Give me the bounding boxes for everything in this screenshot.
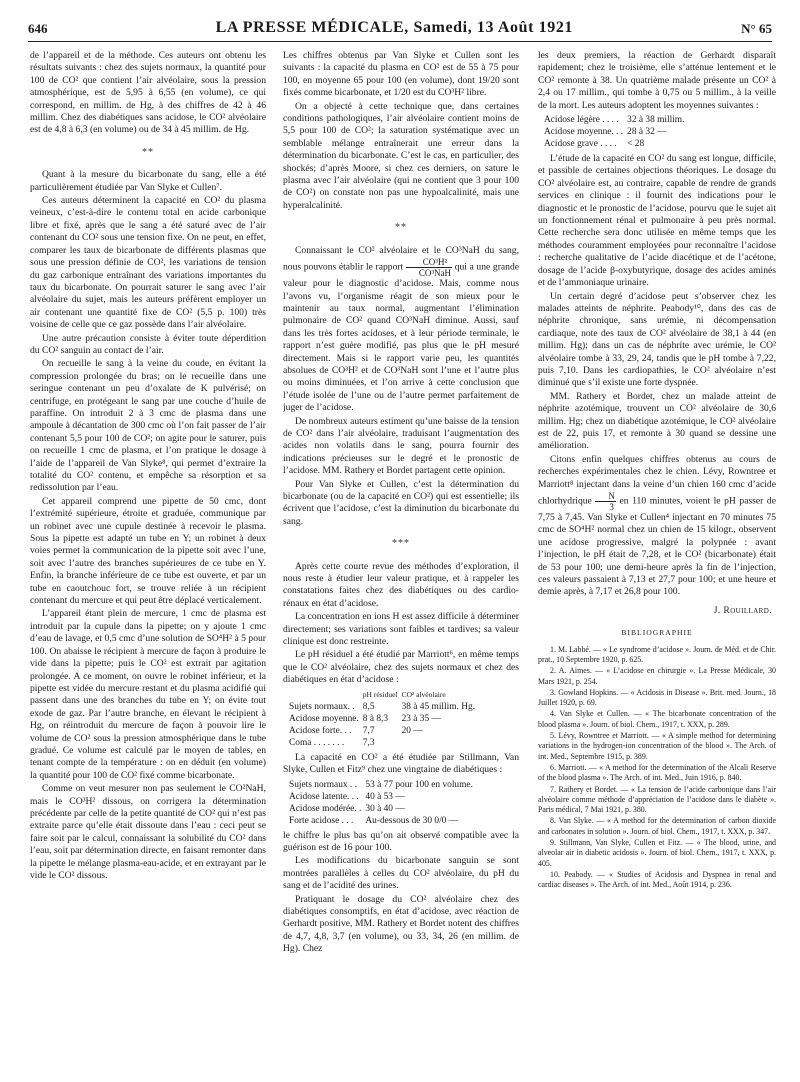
table-row bbox=[544, 126, 688, 138]
paragraph: Après cette courte revue des méthodes d’exploration, il nous reste à étudier leur valeur pratique, et à rappeler les constatations faites chez des diabétiques ou des cardio-rénaux en état d’acidose. bbox=[283, 560, 519, 609]
bibliography-entry: 6. Marriott. — « A method for the determination of the Alcali Reserve of the blood plasma ». The Arch. of int. Med., Juin 1916, p. 840. bbox=[538, 762, 776, 783]
column-3 bbox=[538, 50, 776, 1076]
table-row bbox=[544, 114, 688, 126]
paragraph: De nombreux auteurs estiment qu’une baisse de la tension de CO² dans l’air alvéolaire, traduisant l’augmentation des acides non volatils dans le sang, pourra fournir des indications précieuses sur le degré et le pronostic de l’acidose. MM. Rathery et Bordet partagent cette opinion. bbox=[283, 415, 519, 477]
table-cell: 40 à 53 — bbox=[365, 791, 405, 802]
paragraph: MM. Rathery et Bordet, chez un malade atteint de néphrite azotémique, trouvent un CO² alvéolaire de 30,6 millim. Hg; chez un diabétique azotémique, le CO² alvéolaire est de 22, puis 17, et remonte à 30 quand se dessine une amélioration. bbox=[538, 390, 776, 452]
ratio-fraction bbox=[406, 257, 452, 278]
bibliography-entry: 7. Rathery et Bordet. — « La tension de l’acide carbonique dans l’air alvéolaire comme méthode d’appréciation de l’acidose dans le diabète ». Paris médical, 7 Mai 1921, p. 380. bbox=[538, 784, 776, 815]
paragraph: La capacité en CO² a été étudiée par Stillmann, Van Slyke, Cullen et Fitz⁹ chez une vingtaine de diabétiques : bbox=[283, 751, 519, 776]
fraction-numerator: N bbox=[595, 491, 616, 502]
column-1 bbox=[30, 50, 266, 1076]
table-row bbox=[289, 779, 477, 791]
journal-title: LA PRESSE MÉDICALE, Samedi, 13 Août 1921 bbox=[215, 19, 574, 36]
table-cell: 32 à 38 millim. bbox=[627, 115, 685, 126]
table-cell: 20 — bbox=[401, 725, 423, 736]
table-cell: Acidose légère . . . . bbox=[544, 115, 619, 126]
paragraph-text: en 110 minutes, voient le pH passer de 7,75 à 7,45. Van Slyke et Cullen⁴ injectant en 70 minutes 75 cmc de SO⁴H² normal chez un chien de 15 kilogr., observent une acidose progressive, malgré la polypnée : avant l’injection, le pH était de 7,28, et le CO² (bicarbonate) était de 53 pour 100; une demi-heure après la fin de l’injection, ces valeurs passaient à 7,13 et 27,7 pour 100; et une heure et demie après, à 7,17 et 26,8 pour 100. bbox=[538, 495, 776, 598]
table-row bbox=[289, 791, 477, 803]
bibliography-entry: 10. Peabody. — « Studies of Acidosis and Dyspnea in renal and cardiac diseases ». The Arch. of int. Med., Août 1914, p. 236. bbox=[538, 869, 776, 890]
table-row bbox=[289, 815, 477, 827]
paragraph: L’appareil étant plein de mercure, 1 cmc de plasma est introduit par la cupule dans la pipette; on y ajoute 1 cmc d’eau de lavage, et 0,5 cmc d’une solution de SO⁴H² à 5 pour 100. On abaisse le récipient à mercure de façon à produire le vide dans la pipette; puis le CO² est extrait par agitation prolongée. A ce moment, on ouvre le robinet inférieur, et la pipette est vidée du mercure restant et du plasma acidifié qui passent dans une des branches du tube en Y; on évite tout exode de gaz. Par l’autre branche, en élevant le récipient à Hg, on réintroduit du mercure de façon à pouvoir lire le volume de CO² sous la pression atmosphérique dans le tube gradué. Ce volume est calculé par le moyen de tables, en tenant compte de la température : on en déduit (en volume) la quantité pour 100 de CO² fixé comme bicarbonate. bbox=[30, 608, 266, 781]
table-header-cell bbox=[289, 689, 363, 701]
bibliography-entry: 5. Lévy, Rowntree et Marriott. — « A simple method for determining variations in the hydrogen-ion concentration of the blood ». The Arch. of int. Med., Septembre 1915, p. 389. bbox=[538, 731, 776, 761]
table-row bbox=[544, 138, 688, 150]
table-cell: Sujets normaux . . bbox=[289, 779, 357, 790]
paragraph: Un certain degré d’acidose peut s’observer chez les malades atteints de néphrite. Peabody¹⁰, dans des cas de néphrite chronique, sans urémie, ni décompensation cardiaque, note des taux de CO² alvéolaire de 38,1 à 44 (en millim. Hg); dans un cas de néphrite avec urémie, le CO² alvéolaire tombe à 33, 29, 24, tandis que le pH tombe à 7,22, puis 7,10. Dans les cardiopathies, le CO² alvéolaire n’est diminué que s’il existe une forte dyspnée. bbox=[538, 290, 776, 389]
paragraph: Les chiffres obtenus par Van Slyke et Cullen sont les suivants : la capacité du plasma en CO² est de 55 à 75 pour 100, en moyenne 65 pour 100 (en volume), dont 19/20 sont fixés comme bicarbonate, et 1/20 est du CO³H² libre. bbox=[283, 50, 519, 99]
page-header bbox=[28, 12, 772, 42]
paragraph: On recueille le sang à la veine du coude, en évitant la compression prolongée du bras; on le recueille dans une seringue contenant un peu d’oxalate de K pulvérisé; on centrifuge, en protégeant le sang par une couche d’huile de paraffine. On introduit 2 à 3 cmc de plasma dans une ampoule à décantation de 300 cmc où l’on fait passer de l’air contenant 5,5 pour 100 de CO²; on agite pour le saturer, puis on recueille 1 cmc de plasma, et l’on pratique le dosage à l’aide de l’appareil de Van Slyke⁸, qui permet d’extraire la totalité du CO² contenu, et empêche sa résorption et sa redissolution par l’eau. bbox=[30, 358, 266, 494]
table-cell: Forte acidose . . . bbox=[289, 815, 354, 826]
paragraph: Le pH résiduel a été étudié par Marriott⁶, en même temps que le CO² alvéolaire, chez des sujets normaux et chez des diabétiques en état d’acidose : bbox=[283, 649, 519, 686]
table-cell: Acidose modérée. . bbox=[289, 803, 362, 814]
paragraph: Ces auteurs déterminent la capacité en CO² du plasma veineux, c’est-à-dire le contenu total en acide carbonique libre et fixé, après que le sang a été saturé avec de l’air contenant du CO² sous une tension fixe. On ne peut, en effet, comparer les taux de bicarbonate de différents plasmas que sous une pression définie de CO², les variations de tension du gaz carbonique entraînant des variations importantes du taux du bicarbonate. On pourrait saturer le sang avec l’air alvéolaire du sujet, mais les auteurs préfèrent employer un air contenant une quantité fixe de CO² (5,5 p. 100) très voisine de celle que ce gaz possède dans l’air alvéolaire. bbox=[30, 195, 266, 331]
issue-number: N° 65 bbox=[741, 21, 772, 36]
ratio-follow-text: qui a une grande valeur pour le diagnostic d’acidose. Mais, comme nous l’avons vu, l’organisme réagit de son mieux pour le maintenir au taux normal, augmentant l’élimination pulmonaire de CO² quand CO³NaH diminue. Aussi, sauf dans les très fortes acidoses, et à leur période terminale, le rapport n’est guère modifié, pas plus que le pH mesuré directement. Mais si le rapport varie peu, les quantités absolues de CO³H² et de CO³NaH sont l’une et l’autre plus ou moins diminuées, et l’on arrive à cette conclusion que l’étude isolée de l’une ou de l’autre permet parfaitement de juger de l’acidose. bbox=[283, 261, 519, 414]
table-cell: Sujets normaux. . bbox=[289, 701, 355, 712]
author-signature: J. Rouillard. bbox=[713, 604, 772, 616]
paragraph-text: Citons enfin quelques chiffres obtenus au cours de recherches expérimentales chez le chien. Lévy, Rowntree et Marriott⁸ injectant dans la veine d’un chien 160 cmc d’acide chlorhydrique bbox=[538, 453, 776, 507]
paragraph: le chiffre le plus bas qu’on ait observé compatible avec la guérison est de 16 pour 100. bbox=[283, 829, 519, 853]
normality-fraction bbox=[595, 491, 616, 512]
rathery-bordet-table bbox=[544, 114, 688, 150]
section-separator: ** bbox=[395, 222, 407, 234]
table-row bbox=[289, 737, 479, 749]
section-separator: *** bbox=[392, 538, 410, 550]
table-cell: 28 à 32 — bbox=[627, 127, 667, 138]
table-row bbox=[289, 803, 477, 815]
paragraph: Comme on veut mesurer non pas seulement le CO²NaH, mais le CO³H² dissous, on corrigera la détermination précédente par celle de la petite quantité de CO² qui n’est pas extraite parce qu’elle était dissoute dans l’eau : ceci peut se faire soit par le calcul, connaissant la solubilité du CO² dans l’eau, soit par détermination directe, en faisant remonter dans la pipette le mélange plasma-eau-acide, et en extrayant par le vide le CO² dissous. bbox=[30, 783, 266, 881]
bibliography-entry: 3. Gowland Hopkins. — « Acidosis in Disease ». Brit. med. Journ., 18 Juillet 1920, p. 69. bbox=[538, 687, 776, 708]
table-row bbox=[289, 701, 479, 713]
paragraph: Pour Van Slyke et Cullen, c’est la détermination du bicarbonate (ou de la capacité en CO²) qui est essentielle; ils écrivent que l’acidose, c’est la diminution du bicarbonate du sang. bbox=[283, 478, 519, 527]
bibliography-entry: 1. M. Labbé. — « Le syndrome d’acidose ». Journ. de Méd. et de Chir. prat., 10 Septembre 1920, p. 625. bbox=[538, 644, 776, 664]
table-cell: Coma . . . . . . . bbox=[289, 737, 345, 748]
paragraph: On a objecté à cette technique que, dans certaines conditions pathologiques, l’air alvéolaire contient moins de 5,5 pour 100 de CO²; la saturation systématique avec un semblable mélange entraînerait une erreur dans la détermination du bicarbonate. C’est le cas, en particulier, des shockés; d’après Moore, si chez ces derniers, on sature le plasma avec l’air alvéolaire (qui ne contient que 3 pour 100 de CO²) on constate non pas une hypoalcalinité, mais une hyperalcalinité. bbox=[283, 100, 519, 211]
table-header-cell: CO² alvéolaire bbox=[401, 689, 446, 699]
ratio-intro-text: Connaissant le CO² alvéolaire et le CO³NaH du sang, nous pouvons établir le rapport bbox=[283, 244, 519, 273]
table-cell: 7,7 bbox=[362, 725, 375, 736]
table-cell: 53 à 77 pour 100 en volume. bbox=[365, 779, 473, 790]
fraction-numerator: CO³H² bbox=[406, 257, 452, 268]
table-cell: Acidose moyenne. bbox=[289, 713, 359, 724]
stillmann-table bbox=[289, 779, 477, 827]
page-number: 646 bbox=[28, 21, 48, 36]
column-2 bbox=[283, 50, 519, 1076]
table-cell: 8,5 bbox=[362, 701, 375, 712]
paragraph: La concentration en ions H est assez difficile à déterminer directement; ses variations sont faibles et tardives; sa valeur clinique est donc restreinte. bbox=[283, 611, 519, 648]
table-cell: < 28 bbox=[627, 139, 645, 150]
bibliography-heading: BIBLIOGRAPHIE bbox=[621, 628, 693, 638]
table-cell: 23 à 35 — bbox=[401, 713, 441, 724]
paragraph: Une autre précaution consiste à éviter toute déperdition du CO² sanguin au contact de l’air. bbox=[30, 332, 266, 356]
table-row bbox=[289, 725, 479, 737]
fraction-denominator: 3 bbox=[609, 502, 614, 512]
bibliography-entry: 2. A. Aimes. — « L’acidose en chirurgie ». La Presse Médicale, 30 Mars 1921, p. 254. bbox=[538, 666, 776, 686]
fraction-denominator: CO³NaH bbox=[418, 268, 452, 279]
table-cell: 38 à 45 millim. Hg. bbox=[401, 701, 476, 712]
table-cell: Acidose moyenne. . . bbox=[544, 127, 624, 138]
table-header-cell: pH résiduel bbox=[362, 689, 398, 699]
paragraph: Cet appareil comprend une pipette de 50 cmc, dont l’extrémité supérieure, étroite et graduée, communique par un robinet avec une cupule destinée à recevoir le plasma. Sous la pipette est adapté un tube en Y; un robinet à deux voies permet la communication de la pipette soit avec l’une, soit avec l’autre des branches supérieures de ce tube en Y. Enfin, la branche inférieure de ce tube est ouverte, et par un tube en caoutchouc fort, se trouve reliée à un récipient contenant du mercure et qui peut être déplacé verticalement. bbox=[30, 495, 266, 607]
paragraph: Pratiquant le dosage du CO² alvéolaire chez des diabétiques consomptifs, en état d’acidose, avec réaction de Gerhardt positive, MM. Rathery et Bordet notent des chiffres de 4,7, 4,8, 3,7 (en volume), ou 33, 34, 26 (en millim. de Hg). Chez bbox=[283, 893, 519, 955]
paragraph-with-fraction bbox=[538, 454, 776, 599]
paragraph-with-ratio bbox=[283, 245, 519, 415]
table-cell: Acidose latente. . . bbox=[289, 791, 359, 802]
paragraph: les deux premiers, la réaction de Gerhardt disparaît rapidement; chez le troisième, elle s’atténue lentement et le CO² remonte à 38. Un quatrième malade présente un CO² à 2,4 ou 17 millim., qui tombe à 0,75 ou 5 millim., à la veille de la mort. Les auteurs adoptent les moyennes suivantes : bbox=[538, 50, 776, 111]
table-header-row bbox=[289, 689, 479, 701]
bibliography-entry: 9. Stillmann, Van Slyke, Cullen et Fitz. — « The blood, urine, and alveolar air in diabetic acidosis ». Journ. of biol. Chem., 1917, t. XXX, p. 405. bbox=[538, 838, 776, 868]
table-cell: 7,3 bbox=[362, 737, 375, 748]
paragraph: Quant à la mesure du bicarbonate du sang, elle a été particulièrement étudiée par Van Slyke et Cullen⁷. bbox=[30, 169, 266, 193]
bibliography-entry: 4. Van Slyke et Cullen. — « The bicarbonate concentration of the blood plasma ». Journ. of biol. Chem., 1917, t. XXX, p. 289. bbox=[538, 709, 776, 729]
table-cell: 8 à 8,3 bbox=[362, 713, 389, 724]
paragraph: de l’appareil et de la méthode. Ces auteurs ont obtenu les résultats suivants : chez des sujets normaux, la quantité pour 100 de CO² que contient l’air alvéolaire, sous la pression atmosphérique, est de 5,95 à 6,55 (en volume), ce qui correspond, en millim. de Hg, à des chiffres de 42 à 46 millim. Chez des diabétiques sans acidose, le CO² alvéolaire est de 4,8 à 6,3 (en volume) ou de 34 à 45 millim. de Hg. bbox=[30, 50, 266, 136]
paragraph: Les modifications du bicarbonate sanguin se sont montrées parallèles à celles du CO² alvéolaire, du pH du sang et de l’acidité des urines. bbox=[283, 855, 519, 892]
paragraph: L’étude de la capacité en CO² du sang est longue, difficile, et passible de certaines objections théoriques. Le dosage du CO² alvéolaire est, au contraire, capable de rendre de grands services en clinique : il fournit des indications pour le diagnostic et le pronostic de l’acidose, pourvu que le sujet ait un fonctionnement rénal et pulmonaire à peu près normal. Cette recherche sera donc utilisée en même temps que les méthodes couramment employées pour reconnaître l’acidose : recherche qualitative de l’acide diacétique et de l’acétone, dosage de l’acide β-oxybutyrique, dosage des acides aminés et de l’ammoniaque urinaire. bbox=[538, 153, 776, 289]
table-cell: Acidose grave . . . . bbox=[544, 139, 617, 150]
table-cell: Au-dessous de 30 0/0 — bbox=[365, 815, 459, 826]
marriott-table bbox=[289, 689, 479, 749]
bibliography-list bbox=[538, 645, 776, 891]
bibliography-entry: 8. Van Slyke. — « A method for the determination of carbon dioxide and carbonates in solution ». Journ. of biol. Chem., 1917, t. XXX, p. 347. bbox=[538, 816, 776, 836]
section-separator: ** bbox=[142, 146, 154, 158]
table-cell: 30 à 40 — bbox=[365, 803, 405, 814]
table-cell bbox=[402, 737, 479, 749]
table-cell: Acidose forte. . . bbox=[289, 725, 352, 736]
table-row bbox=[289, 713, 479, 725]
